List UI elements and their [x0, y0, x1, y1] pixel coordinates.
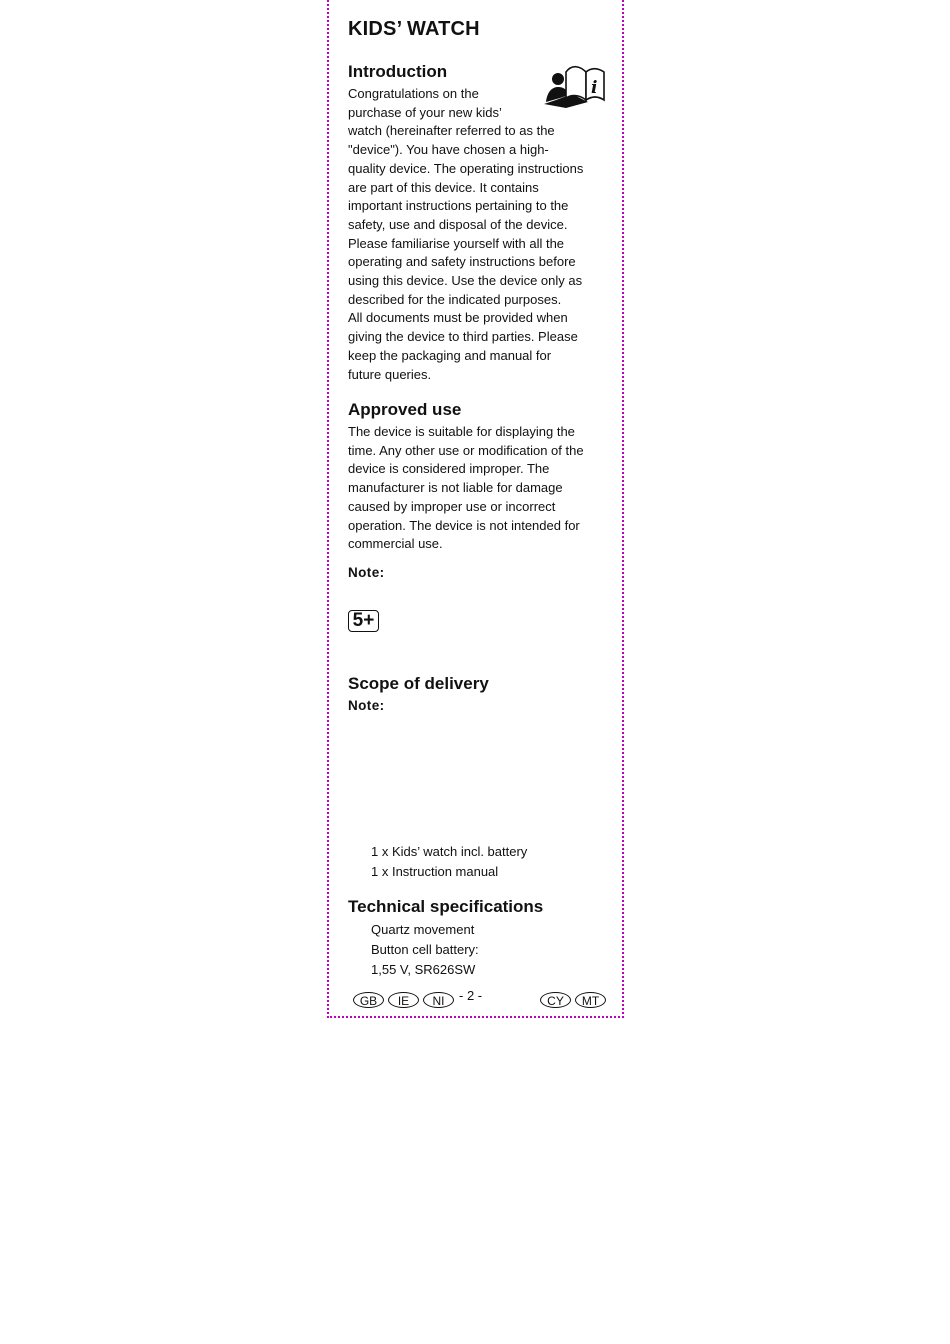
tech-specs-list — [371, 920, 479, 980]
list-item: Button cell battery: — [371, 942, 479, 957]
approved-use-text — [348, 423, 604, 554]
age-rating-badge: 5+ — [348, 610, 379, 632]
text-line: giving the device to third parties. Please — [348, 329, 578, 345]
text-line: "device"). You have chosen a high- — [348, 142, 549, 158]
list-item: 1 x Instruction manual — [371, 864, 499, 879]
country-code-badge: GB — [353, 992, 384, 1008]
approved-use-note-label: Note: — [348, 565, 385, 580]
country-code-badge: IE — [388, 992, 419, 1008]
scope-items-list — [371, 842, 527, 882]
text-line: described for the indicated purposes. — [348, 291, 562, 307]
text-line: Please familiarise yourself with all the — [348, 235, 565, 251]
list-item: 1,55 V, SR626SW — [371, 962, 476, 977]
page-footer — [329, 986, 622, 1012]
svg-text:i: i — [591, 78, 598, 98]
introduction-heading: Introduction — [348, 62, 448, 81]
page-number: - 2 - — [459, 988, 483, 1003]
text-line: operation. The device is not intended for — [348, 517, 580, 533]
text-line: quality device. The operating instructions — [348, 160, 584, 176]
scope-of-delivery-heading: Scope of delivery — [348, 674, 489, 693]
text-line: device is considered improper. The — [348, 461, 550, 477]
text-line: commercial use. — [348, 536, 443, 552]
text-line: important instructions pertaining to the — [348, 198, 569, 214]
text-line: future queries. — [348, 366, 432, 382]
text-line: keep the packaging and manual for — [348, 347, 552, 363]
country-code-badge: MT — [575, 992, 606, 1008]
country-code-badge: CY — [540, 992, 571, 1008]
list-item: 1 x Kids’ watch incl. battery — [371, 844, 528, 859]
manual-page — [327, 0, 624, 1018]
text-line: manufacturer is not liable for damage — [348, 480, 563, 496]
text-line: time. Any other use or modification of the — [348, 442, 584, 458]
text-line: safety, use and disposal of the device. — [348, 216, 568, 232]
text-line: caused by improper use or incorrect — [348, 498, 556, 514]
approved-use-heading: Approved use — [348, 400, 462, 419]
text-line: All documents must be provided when — [348, 310, 568, 326]
scope-note-label: Note: — [348, 698, 385, 713]
country-code-badge: NI — [423, 992, 454, 1008]
technical-specifications-heading: Technical specifications — [348, 897, 544, 916]
text-line: The device is suitable for displaying the — [348, 424, 575, 439]
introduction-text — [348, 85, 604, 384]
list-item: Quartz movement — [371, 922, 475, 937]
text-line: using this device. Use the device only as — [348, 273, 583, 289]
text-line: watch (hereinafter referred to as the — [348, 123, 555, 139]
text-line: Congratulations on the — [348, 86, 479, 101]
page-title: KIDS’ WATCH — [348, 18, 480, 40]
text-line: are part of this device. It contains — [348, 179, 539, 195]
text-line: purchase of your new kids’ — [348, 104, 502, 120]
text-line: operating and safety instructions before — [348, 254, 576, 270]
